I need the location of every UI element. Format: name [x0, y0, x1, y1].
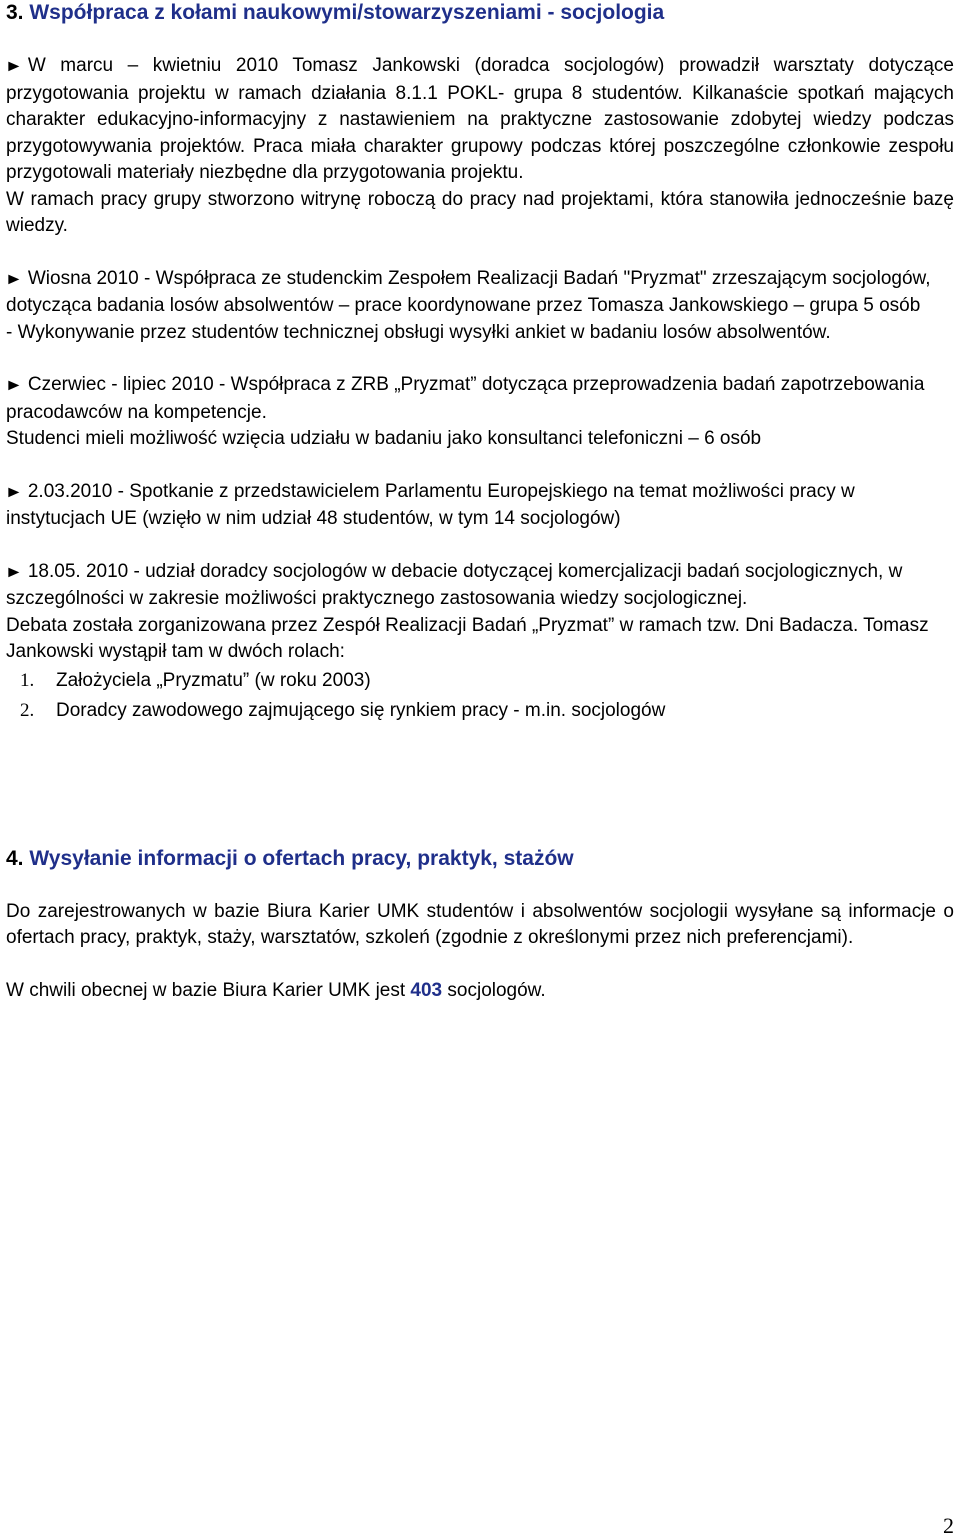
- bullet-arrow-icon: ►: [4, 270, 24, 288]
- database-count-paragraph: W chwili obecnej w bazie Biura Karier UMK jest 403 socjologów.: [6, 979, 546, 1001]
- employer-research-paragraph: ► Czerwiec - lipiec 2010 - Współpraca z ZRB „Pryzmat” dotycząca przeprowadzenia badań zapotrzebowania pracodawców na kompetencje.: [4, 374, 925, 423]
- european-parliament-paragraph: ► 2.03.2010 - Spotkanie z przedstawicielem Parlamentu Europejskiego na temat możliwości pracy w instytucjach UE (wzięło w nim udział 48 studentów, w tym 14 socjologów): [4, 480, 855, 529]
- activity-employer-research: [6, 372, 954, 453]
- bullet-arrow-icon: ►: [4, 563, 24, 581]
- section-3-number: 3.: [6, 1, 24, 24]
- section-3-heading: [6, 0, 954, 26]
- list-item-number: 2.: [20, 699, 35, 721]
- telephone-consultants-paragraph: Studenci mieli możliwość wzięcia udziału w badaniu jako konsultanci telefoniczni – 6 osób: [6, 428, 762, 449]
- page-number: 2: [943, 1513, 954, 1538]
- debate-paragraph: ► 18.05. 2010 - udział doradcy socjologów w debacie dotyczącej komercjalizacji badań socjologicznych, w szczególności w zakresie możliwości praktycznego zastosowania wiedzy socjologicznej.: [4, 560, 903, 609]
- list-item-text: Założyciela „Pryzmatu” (w roku 2003): [56, 669, 371, 691]
- pryzmat-survey-paragraph: - Wykonywanie przez studentów technicznej obsługi wysyłki ankiet w badaniu losów absolwentów.: [6, 321, 831, 343]
- list-item: [6, 696, 954, 726]
- debate-organization-paragraph: Debata została zorganizowana przez Zespół Realizacji Badań „Pryzmat” w ramach tzw. Dni Badacza. Tomasz Jankowski wystąpił tam w dwóch rolach:: [6, 614, 929, 662]
- list-item: [6, 666, 954, 696]
- roles-list: [6, 666, 954, 726]
- activity-pryzmat-graduates: [6, 266, 954, 347]
- bullet-arrow-icon: ►: [4, 58, 24, 75]
- list-item-text: Doradcy zawodowego zajmującego się rynkiem pracy - m.in. socjologów: [56, 699, 666, 721]
- bullet-arrow-icon: ►: [4, 483, 24, 501]
- document-page: [6, 0, 954, 1004]
- section-4-title: Wysyłanie informacji o ofertach pracy, praktyk, stażów: [29, 846, 574, 870]
- list-item-number: 1.: [20, 669, 35, 691]
- section-4-heading: [6, 846, 954, 872]
- activity-workshops: [6, 53, 954, 240]
- workshops-paragraph: ► W marcu – kwietniu 2010 Tomasz Jankowski (doradca socjologów) prowadził warsztaty dotyczące przygotowania projektu w ramach działania 8.1.1 POKL- grupa 8 studentów. Kilkanaście spotkań mających charakter edukacyjno-informacyjny z nastawieniem na praktyczne zastosowanie zdobytej wiedzy podczas przygotowywania projektów. Praca miała charakter grupowy podczas której poszczególne członkowie zespołu przygotowali materiały niezbędne dla przygotowania projektu.: [4, 55, 954, 183]
- section-3-title: Współpraca z kołami naukowymi/stowarzyszeniami - socjologia: [29, 1, 665, 24]
- workshops-website-paragraph: W ramach pracy grupy stworzono witrynę roboczą do pracy nad projektami, która stanowiła jednocześnie bazę wiedzy.: [6, 188, 954, 236]
- job-offers-paragraph: Do zarejestrowanych w bazie Biura Karier UMK studentów i absolwentów socjologii wysyłane są informacje o ofertach pracy, praktyk, staży, warsztatów, szkoleń (zgodnie z określonymi przez nich preferencjami).: [6, 900, 954, 948]
- bullet-arrow-icon: ►: [4, 377, 24, 394]
- activity-debate: [6, 559, 954, 726]
- activity-european-parliament: [6, 479, 954, 533]
- sociologists-count: 403: [410, 979, 443, 1001]
- section-4-number: 4.: [6, 846, 24, 870]
- pryzmat-graduates-paragraph: ► Wiosna 2010 - Współpraca ze studenckim Zespołem Realizacji Badań "Pryzmat" zrzeszającym socjologów, dotycząca badania losów absolwentów – prace koordynowane przez Tomasza Jankowskiego – grupa 5 osób: [4, 267, 931, 316]
